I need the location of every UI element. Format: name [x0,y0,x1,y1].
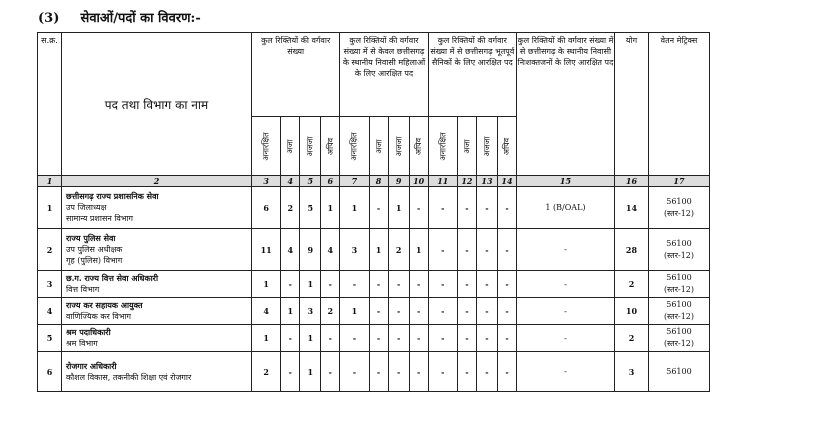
pay-level: (स्तर-12) [663,312,695,321]
vacancy-count: 4 [252,298,281,325]
header-category: अजजा [476,117,497,176]
pay-matrix [648,298,709,325]
vacancy-count: - [457,325,476,352]
pay-amount: 56100 [666,273,692,282]
vacancy-count: 9 [300,229,321,271]
pay-level: (स्तर-12) [663,208,695,218]
serial-number: 5 [38,325,62,352]
vacancy-count: - [321,325,340,352]
department-name: गृह (पुलिस) विभाग [66,256,123,265]
vacancy-count: - [476,229,497,271]
department-name: सामान्य प्रशासन विभाग [66,214,134,223]
vacancy-count: 1 [252,271,281,298]
vacancy-count: 1 [340,187,369,229]
vacancy-count: - [369,352,388,392]
pay-level: (स्तर-12) [663,250,695,260]
table-row [38,187,710,229]
disabled-reserved: - [516,229,614,271]
vacancy-count: 1 [409,229,428,271]
column-number: 3 [252,176,281,187]
table-row [38,352,710,392]
vacancy-count: - [457,229,476,271]
vacancy-count: - [428,325,457,352]
section-title: सेवाओं/पदों का विवरण:- [80,11,201,26]
total-yog: 2 [614,325,648,352]
pay-amount: 56100 [666,300,692,309]
vacancy-count: - [428,298,457,325]
pay-amount: 56100 [666,238,692,248]
post-subtitle: उप पुलिस अधीक्षक [66,245,123,254]
pay-matrix [648,271,709,298]
header-pay: वेतन मेट्रिक्स [648,33,709,176]
header-category: अनारक्षित [252,117,281,176]
header-category: अपिव [321,117,340,176]
pay-amount: 56100 [666,327,692,336]
vacancy-count: - [388,298,409,325]
total-yog: 2 [614,271,648,298]
vacancy-count: 1 [321,187,340,229]
vacancy-count: - [428,229,457,271]
department-name: श्रम विभाग [66,339,98,348]
post-and-department [62,187,252,229]
serial-number: 1 [38,187,62,229]
total-yog: 3 [614,352,648,392]
serial-number: 3 [38,271,62,298]
column-number: 6 [321,176,340,187]
pay-amount: 56100 [666,366,692,376]
vacancy-count: 1 [300,271,321,298]
pay-amount: 56100 [666,196,692,206]
table-row [38,325,710,352]
pay-matrix [648,325,709,352]
vacancy-count: - [497,325,516,352]
column-number: 7 [340,176,369,187]
vacancy-count: 4 [321,229,340,271]
column-number: 1 [38,176,62,187]
post-title: छत्तीसगढ़ राज्य प्रशासनिक सेवा [66,191,159,201]
header-serial: स.क्र. [38,33,62,176]
post-and-department [62,298,252,325]
pay-matrix [648,187,709,229]
vacancy-count: - [409,271,428,298]
vacancy-count: - [388,352,409,392]
vacancy-count: 1 [300,325,321,352]
vacancy-count: - [340,325,369,352]
vacancy-table [37,32,710,392]
vacancy-count: - [497,298,516,325]
vacancy-count: 2 [281,187,300,229]
vacancy-count: 6 [252,187,281,229]
vacancy-count: - [321,352,340,392]
header-category: अजा [457,117,476,176]
column-number: 16 [614,176,648,187]
vacancy-count: - [476,187,497,229]
vacancy-count: 11 [252,229,281,271]
pay-level: (स्तर-12) [663,285,695,294]
vacancy-count: 5 [300,187,321,229]
header-category: अजा [281,117,300,176]
vacancy-count: - [340,352,369,392]
column-number: 14 [497,176,516,187]
serial-number: 6 [38,352,62,392]
disabled-reserved: - [516,298,614,325]
total-yog: 28 [614,229,648,271]
serial-number: 2 [38,229,62,271]
total-yog: 10 [614,298,648,325]
vacancy-count: - [497,229,516,271]
column-number: 4 [281,176,300,187]
vacancy-count: - [369,271,388,298]
department-name: वित्त विभाग [66,285,100,294]
vacancy-count: - [369,187,388,229]
vacancy-count: - [457,271,476,298]
disabled-reserved: - [516,271,614,298]
vacancy-count: 1 [340,298,369,325]
post-and-department [62,352,252,392]
column-number: 10 [409,176,428,187]
vacancy-count: - [476,298,497,325]
column-number: 13 [476,176,497,187]
table-row [38,229,710,271]
post-title: राज्य कर सहायक आयुक्त [66,300,143,310]
vacancy-count: - [476,271,497,298]
vacancy-count: - [476,325,497,352]
header-category: अजजा [300,117,321,176]
vacancy-count: - [409,352,428,392]
vacancy-count: - [428,187,457,229]
post-title: राज्य पुलिस सेवा [66,233,116,243]
column-number: 11 [428,176,457,187]
vacancy-count: - [369,298,388,325]
vacancy-count: - [388,325,409,352]
header-total: कुल रिक्तियों की वर्गवार संख्या [252,33,340,117]
header-disabled: कुल रिक्तियों की वर्गवार संख्या में से छत्तीसगढ़ के स्थानीय निवासी निःशक्तजनों के लिए आरक्षित पद [516,33,614,176]
vacancy-count: - [281,352,300,392]
vacancy-count: 1 [281,298,300,325]
vacancy-count: - [428,352,457,392]
column-number: 12 [457,176,476,187]
total-yog: 14 [614,187,648,229]
table-row [38,271,710,298]
header-post-name: पद तथा विभाग का नाम [62,33,252,176]
vacancy-count: 1 [388,187,409,229]
vacancy-count: 3 [340,229,369,271]
header-category: अनारक्षित [428,117,457,176]
vacancy-count: - [281,271,300,298]
section-number: (3) [38,11,60,26]
header-category: अजा [369,117,388,176]
header-yog: योग [614,33,648,176]
post-and-department [62,325,252,352]
disabled-reserved: 1 (B/OAL) [516,187,614,229]
vacancy-count: 3 [300,298,321,325]
disabled-reserved: - [516,325,614,352]
department-name: वाणिज्यिक कर विभाग [66,312,132,321]
vacancy-count: - [497,187,516,229]
post-and-department [62,229,252,271]
header-category: अजजा [388,117,409,176]
serial-number: 4 [38,298,62,325]
pay-matrix [648,229,709,271]
vacancy-count: - [476,352,497,392]
vacancy-count: - [457,298,476,325]
vacancy-count: - [321,271,340,298]
vacancy-count: - [388,271,409,298]
post-subtitle: उप जिलाध्यक्ष [66,203,107,212]
vacancy-count: - [409,325,428,352]
vacancy-count: 1 [369,229,388,271]
header-exsoldiers: कुल रिक्तियों की वर्गवार संख्या में से छत्तीसगढ़ भूतपूर्व सैनिकों के लिए आरक्षित पद [428,33,516,117]
vacancy-count: - [457,187,476,229]
section-heading [38,8,201,26]
vacancy-count: 2 [252,352,281,392]
pay-matrix [648,352,709,392]
vacancy-count: - [497,352,516,392]
header-category: अनारक्षित [340,117,369,176]
vacancy-count: - [497,271,516,298]
post-title: छ.ग. राज्य वित्त सेवा अधिकारी [66,273,159,283]
column-number: 9 [388,176,409,187]
vacancy-count: 2 [321,298,340,325]
vacancy-count: 4 [281,229,300,271]
disabled-reserved: - [516,352,614,392]
vacancy-count: 2 [388,229,409,271]
column-number: 17 [648,176,709,187]
header-women: कुल रिक्तियों की वर्गवार संख्या में से केवल छत्तीसगढ़ के स्थानीय निवासी महिलाओं के लिए आरक्षित पद [340,33,428,117]
department-name: कौशल विकास, तकनीकी शिक्षा एवं रोजगार [66,372,192,382]
vacancy-count: 1 [300,352,321,392]
vacancy-count: - [369,325,388,352]
vacancy-count: - [457,352,476,392]
vacancy-count: 1 [252,325,281,352]
vacancy-count: - [409,187,428,229]
column-number: 5 [300,176,321,187]
vacancy-count: - [340,271,369,298]
post-and-department [62,271,252,298]
pay-level: (स्तर-12) [663,339,695,348]
column-number: 15 [516,176,614,187]
header-category: अपिव [497,117,516,176]
vacancy-count: - [409,298,428,325]
vacancy-count: - [428,271,457,298]
table-row [38,298,710,325]
post-title: रोजगार अधिकारी [66,360,117,371]
header-category: अपिव [409,117,428,176]
column-number: 8 [369,176,388,187]
vacancy-count: - [281,325,300,352]
column-number: 2 [62,176,252,187]
post-title: श्रम पदाधिकारी [66,327,111,337]
